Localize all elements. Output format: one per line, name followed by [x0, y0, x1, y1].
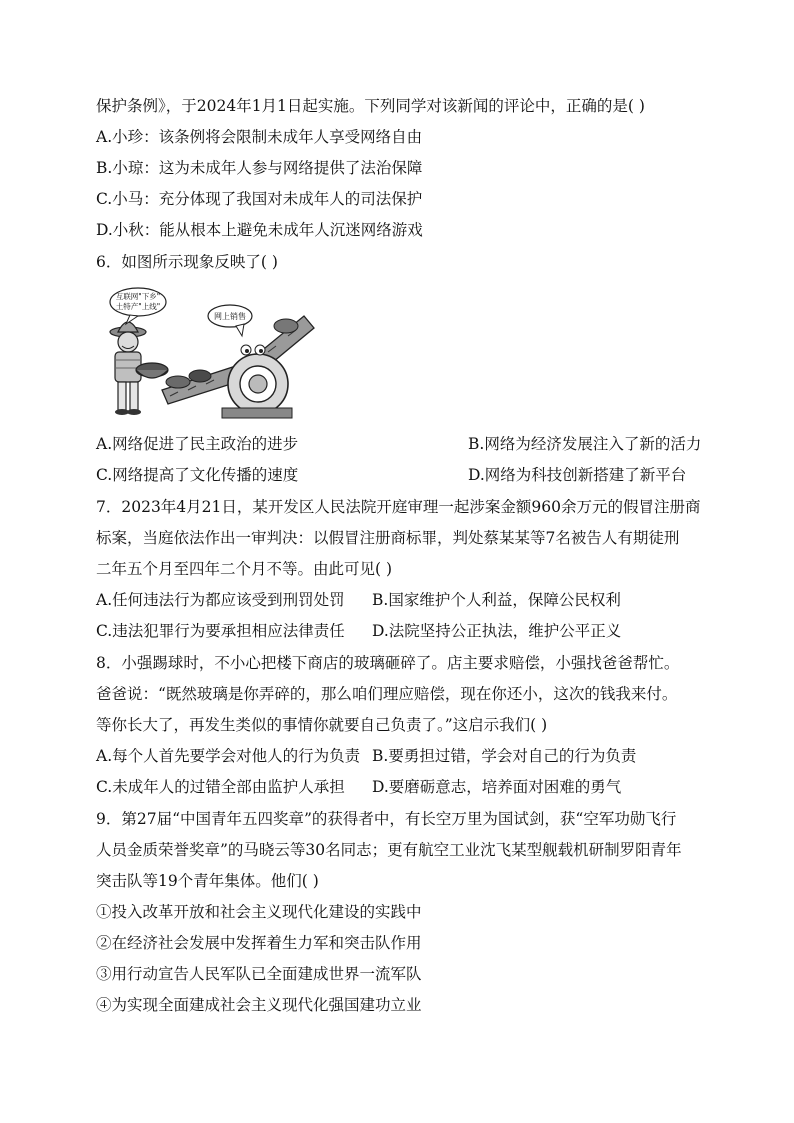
q7-option-d: D.法院坚持公正执法，维护公平正义 [372, 622, 622, 640]
q9-statement-2: ②在经济社会发展中发挥着生力军和突击队作用 [96, 934, 422, 952]
intro-line: 保护条例》，于2024年1月1日起实施。下列同学对该新闻的评论中，正确的是( ) [96, 97, 645, 115]
q8-option-c: C.未成年人的过错全部由监护人承担 [96, 778, 345, 796]
q5-option-c: C.小马：充分体现了我国对未成年人的司法保护 [96, 190, 423, 208]
q9-stem-line-1: 9．第27届“中国青年五四奖章”的获得者中，有长空万里为国试剑，获“空军功勋飞行 [96, 810, 677, 828]
q8-option-d: D.要磨砺意志，培养面对困难的勇气 [372, 778, 622, 796]
q6-options-row-2 [96, 465, 736, 485]
q7-stem-line-2: 标案，当庭依法作出一审判决：以假冒注册商标罪，判处蔡某某等7名被告人有期徒刑 [96, 529, 680, 547]
q7-option-c: C.违法犯罪行为要承担相应法律责任 [96, 622, 345, 640]
q8-stem-line-1: 8．小强踢球时，不小心把楼下商店的玻璃砸碎了。店主要求赔偿，小强找爸爸帮忙。 [96, 654, 680, 672]
q5-option-d: D.小秋：能从根本上避免未成年人沉迷网络游戏 [96, 221, 423, 239]
q6-stem: 6．如图所示现象反映了( ) [96, 253, 278, 271]
q9-stem-line-2: 人员金质荣誉奖章”的马晓云等30名同志；更有航空工业沈飞某型舰载机研制罗阳青年 [96, 841, 682, 859]
q6-option-a: A.网络促进了民主政治的进步 [96, 435, 299, 453]
q8-option-a: A.每个人首先要学会对他人的行为负责 [96, 747, 361, 765]
q8-options-row-1 [96, 746, 736, 766]
q7-options-row-2 [96, 621, 736, 641]
q8-stem-line-2: 爸爸说：“既然玻璃是你弄碎的，那么咱们理应赔偿，现在你还小，这次的钱我来付。 [96, 685, 678, 703]
q9-statement-3: ③用行动宣告人民军队已全面建成世界一流军队 [96, 965, 422, 983]
q6-options-row-1 [96, 434, 736, 454]
q6-option-b: B.网络为经济发展注入了新的活力 [468, 435, 702, 453]
q9-statement-1: ①投入改革开放和社会主义现代化建设的实践中 [96, 903, 422, 921]
q5-option-b: B.小琼：这为未成年人参与网络提供了法治保障 [96, 159, 423, 177]
cartoon-bubble-1-line1: 互联网"下乡" [115, 292, 161, 301]
cartoon-illustration [108, 286, 320, 422]
q8-option-b: B.要勇担过错，学会对自己的行为负责 [372, 747, 637, 765]
q7-stem-line-1: 7．2023年4月21日，某开发区人民法院开庭审理一起涉案金额960余万元的假冒注册商 [96, 498, 701, 516]
q7-stem-line-3: 二年五个月至四年二个月不等。由此可见( ) [96, 560, 393, 578]
q8-options-row-2 [96, 777, 736, 797]
q6-option-c: C.网络提高了文化传播的速度 [96, 466, 299, 484]
cartoon-bubble-2: 网上销售 [214, 312, 246, 321]
cartoon-bubble-1-line2: 土特产"上线" [115, 302, 161, 311]
q9-statement-4: ④为实现全面建成社会主义现代化强国建功立业 [96, 996, 422, 1014]
q7-options-row-1 [96, 590, 736, 610]
q6-option-d: D.网络为科技创新搭建了新平台 [468, 466, 687, 484]
q5-option-a: A.小珍：该条例将会限制未成年人享受网络自由 [96, 128, 423, 146]
q7-option-b: B.国家维护个人利益，保障公民权利 [372, 591, 621, 609]
q8-stem-line-3: 等你长大了，再发生类似的事情你就要自己负责了。”这启示我们( ) [96, 716, 548, 734]
q7-option-a: A.任何违法行为都应该受到刑罚处罚 [96, 591, 345, 609]
q9-stem-line-3: 突击队等19个青年集体。他们( ) [96, 872, 319, 890]
